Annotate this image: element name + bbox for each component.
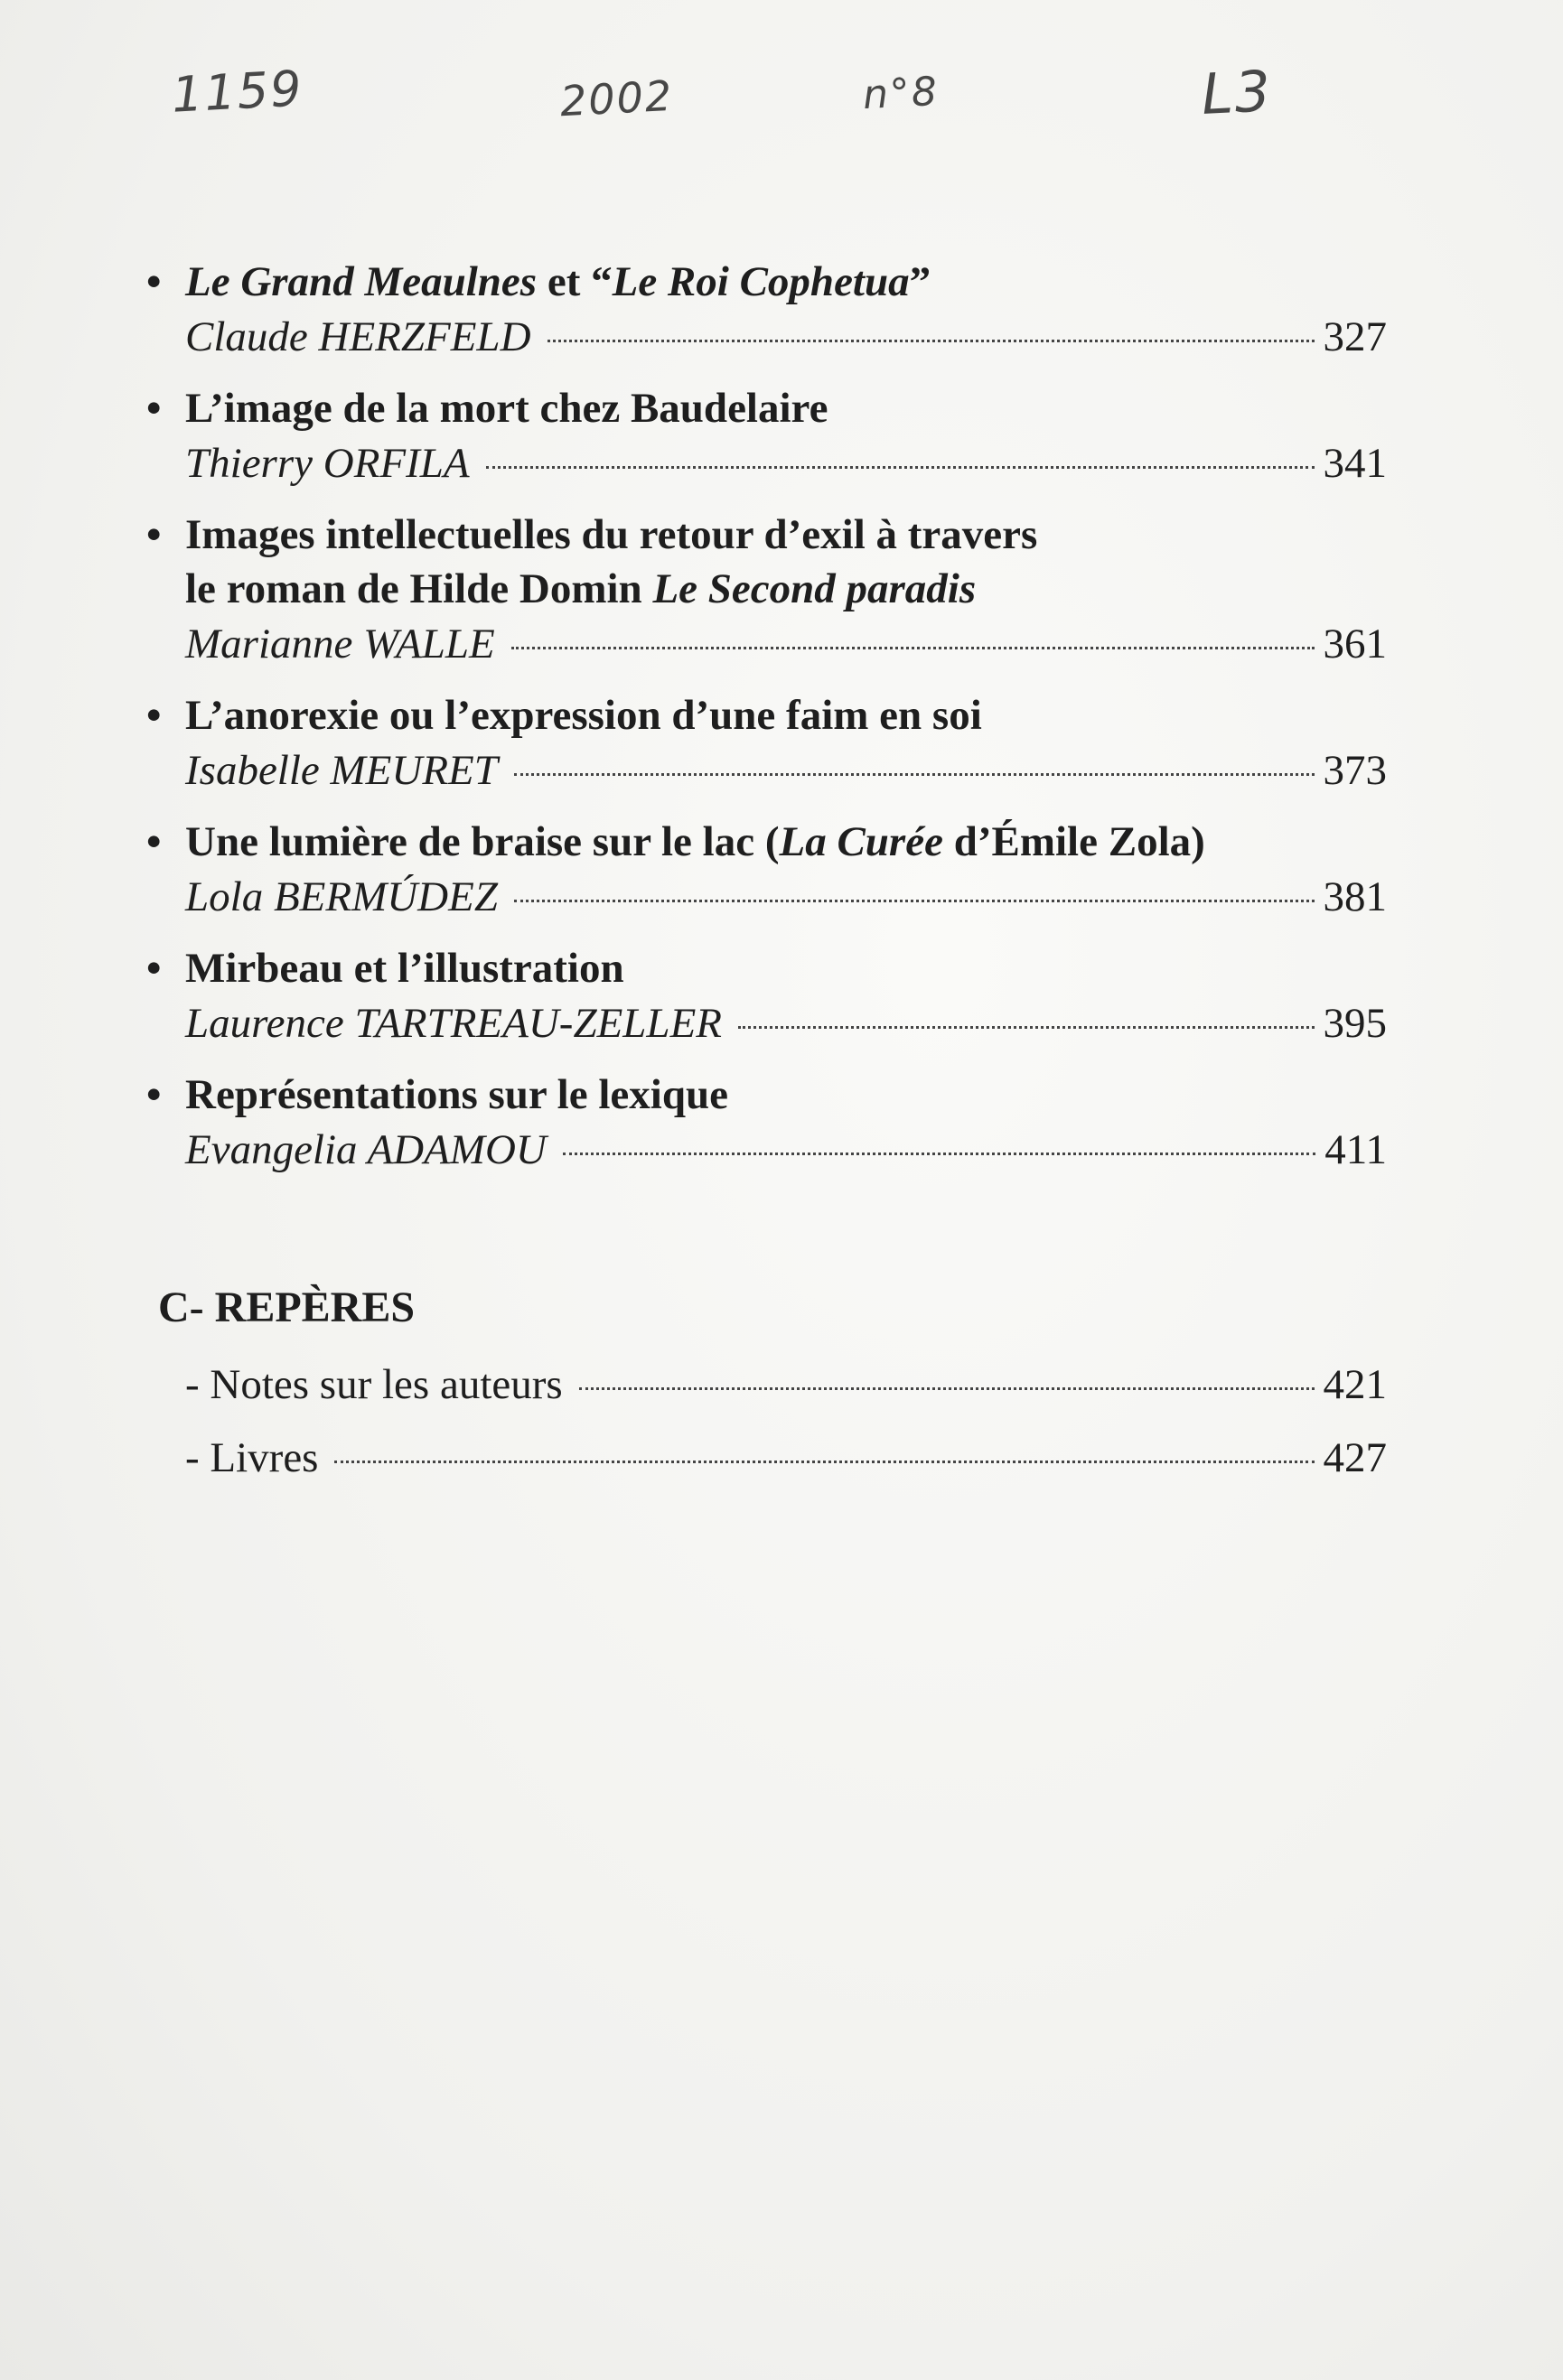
toc-entry-livres[interactable] bbox=[185, 1431, 1387, 1485]
entry-author-row bbox=[145, 309, 1387, 365]
bullet-icon: • bbox=[146, 385, 162, 432]
entry-label: - Notes sur les auteurs bbox=[185, 1361, 563, 1408]
dot-leader bbox=[579, 1387, 1315, 1390]
entry-title-part: Représentations sur le lexique bbox=[185, 1071, 728, 1118]
toc-entry[interactable] bbox=[145, 941, 1387, 1051]
dot-leader bbox=[514, 900, 1315, 902]
toc-entry[interactable] bbox=[145, 508, 1387, 672]
entry-title-part: La Curée bbox=[779, 818, 943, 865]
entry-title-part: d’Émile Zola) bbox=[942, 818, 1205, 865]
bullet-icon: • bbox=[146, 692, 162, 739]
bullet-icon: • bbox=[146, 945, 162, 992]
entry-title-part: Le Second paradis bbox=[652, 565, 977, 612]
page-number: 381 bbox=[1323, 873, 1387, 920]
page-number: 395 bbox=[1323, 1000, 1387, 1047]
toc-entry[interactable] bbox=[145, 1068, 1387, 1178]
handwritten-note: L3 bbox=[1200, 58, 1274, 127]
entry-title-continued bbox=[145, 562, 1387, 616]
entry-title bbox=[145, 688, 1387, 742]
handwritten-note: 1159 bbox=[170, 60, 304, 124]
entry-author-row bbox=[145, 995, 1387, 1051]
page-number: 427 bbox=[1323, 1434, 1387, 1481]
section-heading: C- REPÈRES bbox=[158, 1283, 416, 1331]
bullet-icon: • bbox=[146, 818, 162, 865]
entry-title bbox=[145, 508, 1387, 562]
toc-entry[interactable] bbox=[145, 815, 1387, 925]
entry-title-part: le roman de Hilde Domin bbox=[185, 565, 653, 612]
entry-author: Isabelle MEURET bbox=[185, 747, 498, 794]
entry-author: Lola BERMÚDEZ bbox=[185, 873, 498, 920]
page-number: 411 bbox=[1324, 1126, 1387, 1173]
entry-title-part: Une lumière de braise sur le lac ( bbox=[185, 818, 780, 865]
entry-title-part: Mirbeau et l’illustration bbox=[185, 945, 624, 992]
entry-title-part: Images intellectuelles du retour d’exil à travers bbox=[185, 511, 1038, 558]
page-number: 327 bbox=[1323, 313, 1387, 360]
dot-leader bbox=[738, 1026, 1315, 1029]
entry-title bbox=[145, 381, 1387, 435]
bullet-icon: • bbox=[146, 511, 162, 558]
dot-leader bbox=[563, 1153, 1315, 1155]
handwritten-note: 2002 bbox=[558, 70, 675, 126]
page-number: 373 bbox=[1323, 747, 1387, 794]
entry-author-row bbox=[145, 435, 1387, 491]
bullet-icon: • bbox=[146, 258, 162, 305]
entry-title bbox=[145, 255, 1387, 309]
page-number: 361 bbox=[1323, 621, 1387, 667]
bullet-icon: • bbox=[146, 1071, 162, 1118]
entry-author-row bbox=[145, 616, 1387, 672]
handwritten-note: n°8 bbox=[861, 68, 941, 119]
dot-leader bbox=[486, 466, 1315, 469]
entry-title-part: Le Roi Cophetua bbox=[612, 258, 910, 305]
entry-author: Evangelia ADAMOU bbox=[185, 1126, 547, 1173]
entry-title-part: L’image de la mort chez Baudelaire bbox=[185, 385, 828, 432]
entry-author: Thierry ORFILA bbox=[185, 440, 470, 487]
table-of-contents bbox=[145, 255, 1387, 1194]
page-number: 421 bbox=[1323, 1361, 1387, 1408]
dot-leader bbox=[514, 773, 1315, 776]
entry-author: Marianne WALLE bbox=[185, 621, 495, 667]
entry-author-row bbox=[145, 869, 1387, 925]
entry-title-part: Le Grand Meaulnes bbox=[185, 258, 538, 305]
dot-leader bbox=[511, 647, 1315, 649]
toc-entry-notes[interactable] bbox=[185, 1358, 1387, 1412]
dot-leader bbox=[548, 340, 1315, 342]
entry-title-part: et “ bbox=[537, 258, 613, 305]
entry-title bbox=[145, 941, 1387, 995]
entry-author: Laurence TARTREAU-ZELLER bbox=[185, 1000, 722, 1047]
toc-entry[interactable] bbox=[145, 688, 1387, 798]
entry-title-part: L’anorexie ou l’expression d’une faim en soi bbox=[185, 692, 982, 739]
toc-entry[interactable] bbox=[145, 255, 1387, 365]
page-number: 341 bbox=[1323, 440, 1387, 487]
entry-title bbox=[145, 815, 1387, 869]
entry-label: - Livres bbox=[185, 1434, 319, 1481]
entry-title bbox=[145, 1068, 1387, 1122]
entry-author-row bbox=[145, 1122, 1387, 1178]
entry-title-part: ” bbox=[909, 258, 931, 305]
entry-author: Claude HERZFELD bbox=[185, 313, 531, 360]
toc-entry[interactable] bbox=[145, 381, 1387, 491]
entry-author-row bbox=[145, 742, 1387, 798]
dot-leader bbox=[334, 1461, 1314, 1463]
